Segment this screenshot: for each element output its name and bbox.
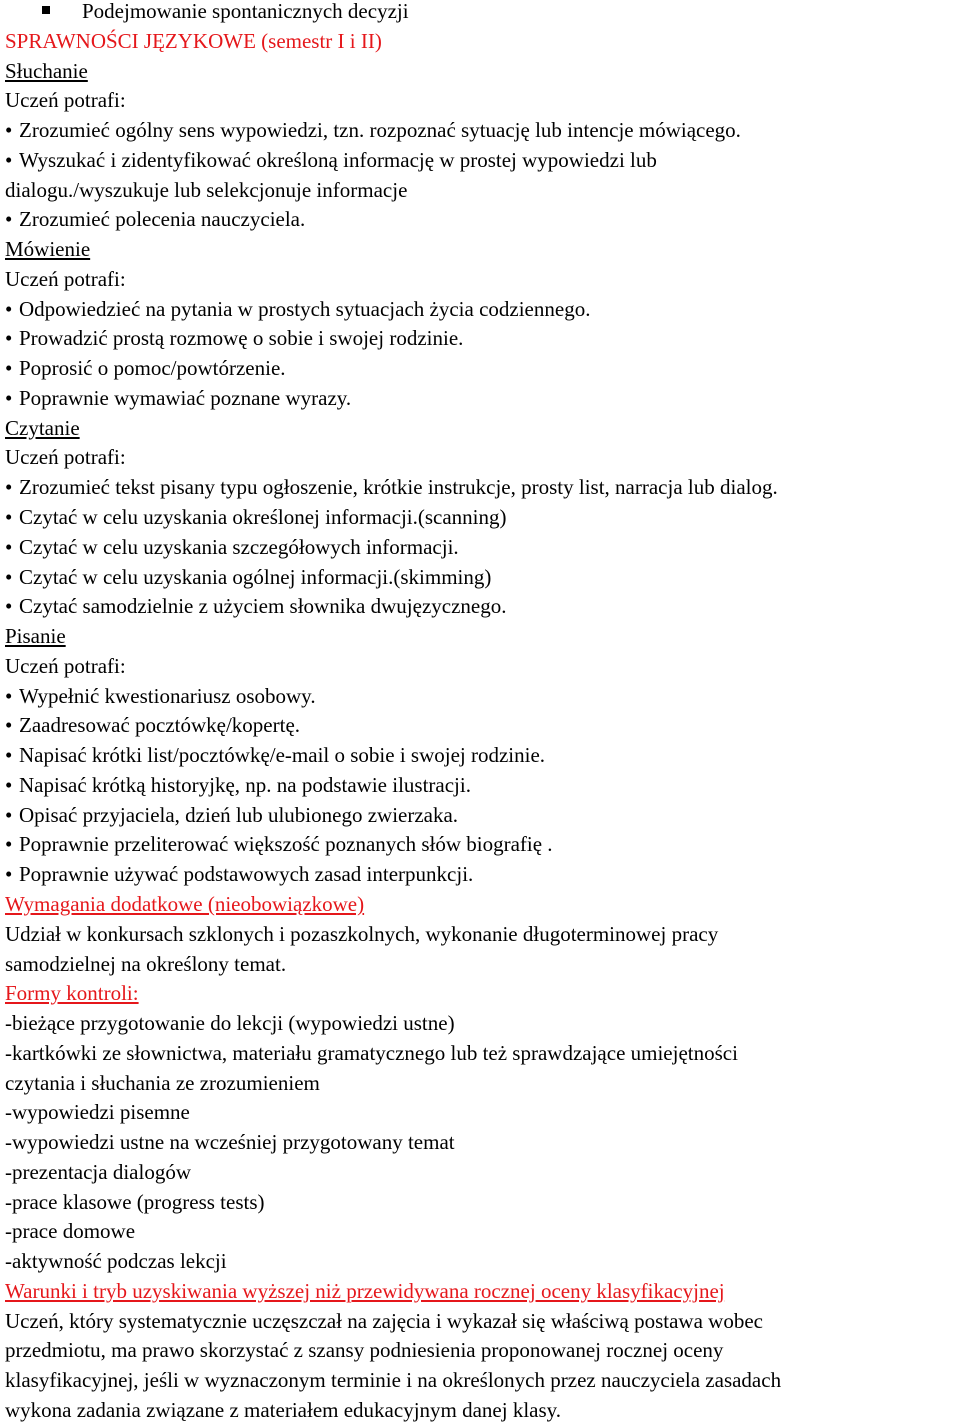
control-heading: Formy kontroli: [5, 981, 139, 1006]
list-item [5, 146, 960, 176]
square-bullet-icon [42, 6, 50, 14]
bullet-icon: • [5, 356, 13, 381]
list-item-text: Zrozumieć polecenia nauczyciela. [19, 207, 306, 232]
list-item [5, 563, 960, 593]
speaking-heading: Mówienie [5, 237, 91, 262]
list-item-text: Czytać samodzielnie z użyciem słownika dwujęzycznego. [19, 594, 507, 619]
writing-heading: Pisanie [5, 624, 66, 649]
bullet-icon: • [5, 713, 13, 738]
listening-heading: Słuchanie [5, 58, 88, 83]
bullet-icon: • [5, 385, 13, 410]
bullet-icon: • [5, 207, 13, 232]
bullet-icon: • [5, 534, 13, 559]
list-item [5, 711, 960, 741]
bullet-icon: • [5, 296, 13, 321]
control-item: -kartkówki ze słownictwa, materiału gramatycznego lub też sprawdzające umiejętności [5, 1040, 738, 1065]
bullet-icon: • [5, 326, 13, 351]
bullet-icon: • [5, 118, 13, 143]
list-item-text: Czytać w celu uzyskania szczegółowych informacji. [19, 534, 459, 559]
list-item [5, 473, 960, 503]
list-item [5, 116, 960, 146]
list-item-text: Wyszukać i zidentyfikować określoną informację w prostej wypowiedzi lub [19, 147, 657, 172]
list-item [5, 830, 960, 860]
list-item [5, 384, 960, 414]
top-bullet-text: Podejmowanie spontanicznych decyzji [82, 0, 409, 23]
bullet-icon: • [5, 564, 13, 589]
list-item [5, 324, 960, 354]
writing-intro: Uczeń potrafi: [5, 653, 126, 678]
bullet-icon: • [5, 832, 13, 857]
paragraph-line: klasyfikacyjnej, jeśli w wyznaczonym terminie i na określonych przez nauczyciela zasadach [5, 1368, 782, 1393]
top-bullet-item [5, 0, 960, 27]
list-item [5, 801, 960, 831]
reading-heading: Czytanie [5, 415, 80, 440]
control-item: -prace domowe [5, 1219, 136, 1244]
control-item: -wypowiedzi pisemne [5, 1100, 190, 1125]
list-item-text: Zaadresować pocztówkę/kopertę. [19, 713, 301, 738]
paragraph-line: samodzielnej na określony temat. [5, 951, 287, 976]
list-item-text: Opisać przyjaciela, dzień lub ulubionego zwierzaka. [19, 802, 459, 827]
bullet-icon: • [5, 683, 13, 708]
reading-intro: Uczeń potrafi: [5, 445, 126, 470]
control-item: -bieżące przygotowanie do lekcji (wypowiedzi ustne) [5, 1011, 455, 1036]
list-item-text: Poprosić o pomoc/powtórzenie. [19, 356, 286, 381]
bullet-icon: • [5, 594, 13, 619]
list-item [5, 205, 960, 235]
list-item [5, 682, 960, 712]
list-item-text: Prowadzić prostą rozmowę o sobie i swojej rodzinie. [19, 326, 464, 351]
control-item: -wypowiedzi ustne na wcześniej przygotowany temat [5, 1130, 455, 1155]
document-page [5, 0, 960, 1426]
list-item-text: Czytać w celu uzyskania ogólnej informacji.(skimming) [19, 564, 492, 589]
listening-intro: Uczeń potrafi: [5, 88, 126, 113]
speaking-intro: Uczeń potrafi: [5, 266, 126, 291]
list-item [5, 741, 960, 771]
paragraph-line: Udział w konkursach szklonych i pozaszkolnych, wykonanie długoterminowej pracy [5, 921, 719, 946]
section-title: SPRAWNOŚCI JĘZYKOWE (semestr I i II) [5, 28, 382, 53]
list-item [5, 354, 960, 384]
list-item [5, 503, 960, 533]
paragraph-line: wykona zadania związane z materiałem edukacyjnym danej klasy. [5, 1397, 562, 1422]
paragraph-line: Uczeń, który systematycznie uczęszczał na zajęcia i wykazał się właściwą postawa wobec [5, 1308, 763, 1333]
control-item: -prace klasowe (progress tests) [5, 1189, 265, 1214]
additional-heading: Wymagania dodatkowe (nieobowiązkowe) [5, 891, 365, 916]
list-item-text: Poprawnie używać podstawowych zasad interpunkcji. [19, 862, 474, 887]
list-item-text: Napisać krótką historyjkę, np. na podstawie ilustracji. [19, 772, 471, 797]
bullet-icon: • [5, 743, 13, 768]
bullet-icon: • [5, 147, 13, 172]
bullet-icon: • [5, 505, 13, 530]
conditions-heading: Warunki i tryb uzyskiwania wyższej niż przewidywana rocznej oceny klasyfikacyjnej [5, 1278, 725, 1303]
list-item [5, 592, 960, 622]
bullet-icon: • [5, 772, 13, 797]
list-item [5, 533, 960, 563]
list-item [5, 295, 960, 325]
list-item-text: Napisać krótki list/pocztówkę/e-mail o sobie i swojej rodzinie. [19, 743, 546, 768]
list-item-continuation: dialogu./wyszukuje lub selekcjonuje informacje [5, 177, 408, 202]
paragraph-line: przedmiotu, ma prawo skorzystać z szansy podniesienia proponowanej rocznej oceny [5, 1338, 724, 1363]
list-item-text: Zrozumieć tekst pisany typu ogłoszenie, krótkie instrukcje, prosty list, narracja lub dialog. [19, 475, 778, 500]
list-item-text: Poprawnie przeliterować większość poznanych słów biografię . [19, 832, 553, 857]
list-item [5, 860, 960, 890]
list-item-text: Zrozumieć ogólny sens wypowiedzi, tzn. rozpoznać sytuację lub intencje mówiącego. [19, 118, 741, 143]
control-item: czytania i słuchania ze zrozumieniem [5, 1070, 320, 1095]
list-item-text: Odpowiedzieć na pytania w prostych sytuacjach życia codziennego. [19, 296, 591, 321]
list-item-text: Wypełnić kwestionariusz osobowy. [19, 683, 316, 708]
bullet-icon: • [5, 862, 13, 887]
bullet-icon: • [5, 475, 13, 500]
control-item: -prezentacja dialogów [5, 1159, 191, 1184]
control-item: -aktywność podczas lekcji [5, 1249, 227, 1274]
list-item [5, 771, 960, 801]
list-item-text: Poprawnie wymawiać poznane wyrazy. [19, 385, 352, 410]
bullet-icon: • [5, 802, 13, 827]
list-item-text: Czytać w celu uzyskania określonej informacji.(scanning) [19, 505, 507, 530]
